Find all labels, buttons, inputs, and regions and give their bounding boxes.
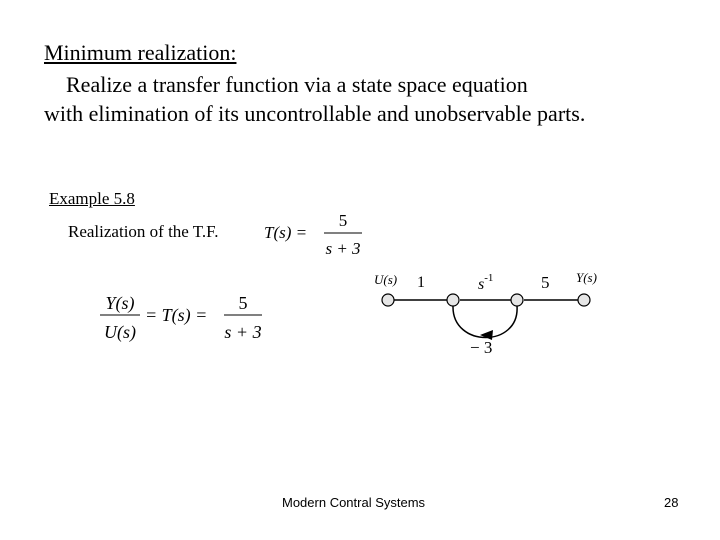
example-label: Example 5.8 — [49, 189, 135, 208]
sfg-output-label: Y(s) — [576, 270, 597, 285]
tf-large-lhs-denominator: U(s) — [104, 322, 136, 342]
footer-title: Modern Contral Systems — [282, 495, 426, 510]
sfg-node-3 — [511, 294, 523, 306]
tf-small-lhs: T(s) = — [264, 223, 308, 242]
sfg-gain-integrator: $s^{-1}$ — [478, 272, 494, 293]
transfer-function-large — [96, 290, 276, 350]
tf-large-lhs-numerator: Y(s) — [105, 293, 135, 313]
sfg-node-input — [382, 294, 394, 306]
sfg-node-2 — [447, 294, 459, 306]
description-line-2: with elimination of its uncontrollable and unobservable parts. — [44, 101, 586, 126]
tf-large-numerator: 5 — [238, 293, 248, 313]
slide-heading: Minimum realization: — [44, 40, 237, 65]
signal-flow-graph — [360, 262, 620, 362]
sfg-gain-output: 5 — [541, 273, 550, 292]
tf-small-numerator: 5 — [338, 211, 348, 230]
realization-label: Realization of the T.F. — [68, 222, 219, 241]
description-line-1: Realize a transfer function via a state space equation — [66, 72, 528, 97]
tf-large-middle: = T(s) = — [145, 305, 208, 325]
sfg-node-output — [578, 294, 590, 306]
sfg-input-label: U(s) — [374, 272, 398, 287]
page-number: 28 — [664, 495, 679, 510]
tf-large-denominator: s + 3 — [224, 322, 262, 342]
sfg-gain-input: 1 — [417, 274, 425, 291]
sfg-feedback-gain: − 3 — [470, 338, 493, 357]
transfer-function-small — [262, 206, 372, 260]
sfg-feedback-branch — [453, 306, 517, 338]
tf-small-denominator: s + 3 — [325, 239, 361, 258]
